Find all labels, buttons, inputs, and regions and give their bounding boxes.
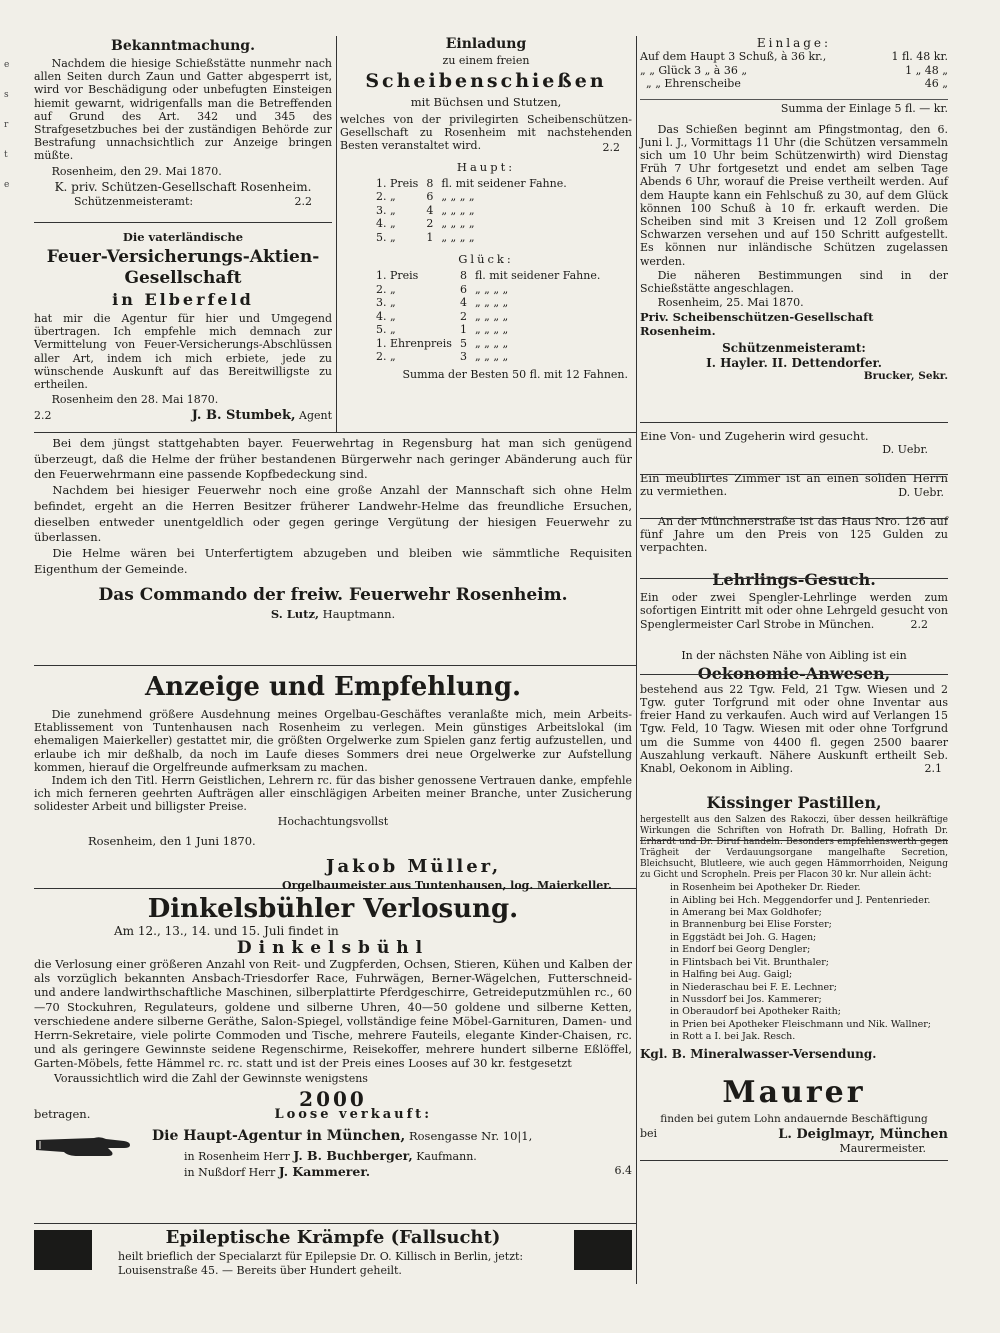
feuer-title-2: Gesellschaft — [124, 268, 242, 288]
section-rule — [34, 1223, 636, 1224]
dinkels-loose: Loose verkauft: — [274, 1106, 432, 1122]
feuer-body: hat mir die Agentur für hier und Umgegend übertragen. Ich empfehle mich demnach zur Vermittelung von Feuer-Versicherungs-Abschlüssen aller Art, indem ich mich erbiete, jede zu wünschende Auskunft auf das Bereitwilligste zu ertheilen. — [34, 312, 332, 392]
maurer-body: finden bei gutem Lohn andauernde Beschäftigung — [660, 1112, 928, 1125]
epilepsie-body: heilt brieflich der Specialarzt für Epilepsie Dr. O. Killisch in Berlin, jetzt: Louisenstraße 45. — Bereits über Hundert geheilt. — [118, 1250, 524, 1277]
dinkels-agent2: J. B. Buchberger, — [293, 1147, 413, 1163]
epilepsie-title: Epileptische Krämpfe (Fallsucht) — [165, 1227, 501, 1248]
einladung-line2: zu einem freien — [442, 54, 530, 67]
einlage-society: Priv. Scheibenschützen-Gesellschaft Rosenheim. — [640, 310, 874, 339]
notice-body: Nachdem die hiesige Schießstätte nunmehr nach allen Seiten durch Zaun und Gatter abgesperrt ist, wird vor Beschädigung oder unbefugten Einsteigen hiemit gewarnt, widrigenfalls man die Betreffenden auf Grund des Art. 342 und 345 des Strafgesetzbuches bei der zuständigen Behörde zur Bestrafung unnachsichtlich zur Anzeige bringen müßte. — [34, 57, 332, 163]
table-row: 2. „ 6 „ „ „ „ — [376, 282, 509, 296]
classifieds-column — [640, 430, 948, 1155]
list-item: in Oberaudorf bei Apotheker Raith; — [670, 1006, 841, 1018]
ornament-block-left — [34, 1230, 92, 1270]
anzeige-body1: Die zunehmend größere Ausdehnung meines Orgelbau-Geschäftes veranlaßte mich, mein Arbeits-Etablissement von Tuntenhausen nach Rosenheim zu verlegen. Mein günstiges Arbeitslokal (im ehemaligen Maierkeller) gestattet mir, die größten Orgelwerke zum Spielen ganz fertig aufzustellen, und erlaube ich mir deßhalb, da noch im Laufe dieses Sommers drei neue Orgelwerke zur Aufstellung kommen, hierauf die Orgelfreunde aufmerksam zu machen. — [34, 708, 632, 774]
dinkels-body: die Verlosung einer größeren Anzahl von Reit- und Zugpferden, Ochsen, Stieren, Kühen und Kalben der als vorzüglich bekannten Ansbach-Triesdorfer Race, Fuhrwägen, Berner-Wägelchen, Futterschneid- und andere landwirthschaftliche Maschinen, silberplattirte Pferdgeschirre, Getreideputzmühlen rc., 60—70 Stockuhren, Regulateurs, goldene und silberne Uhren, 40—50 goldene und silberne Ketten, verschiedene andere silberne Geräthe, Salon-Spiegel, vollständige feine Möbel-Garnituren, Damen- und Herrn-Sekretaire, viele polirte Commoden und Tische, mehrere Fauteils, elegante Kinder-Chaisen, rc. und als geringere Gewinnste seidene Regenschirme, Reisekoffer, mehrere hundert silberne Eßlöffel, Garten-Möbels, fette Hämmel rc. rc. statt und ist der Preis eines Looses auf 30 kr. festgesetzt — [34, 958, 632, 1071]
maurer-name: L. Deiglmayr, München — [778, 1126, 948, 1142]
dinkels-agent3: J. Kammerer. — [278, 1163, 371, 1179]
table-row: 1. Ehrenpreis 5 „ „ „ „ — [376, 336, 509, 350]
dinkels-code: 6.4 — [614, 1163, 632, 1177]
zimmer-ad: Ein meublirtes Zimmer ist an einen soliden Herrn zu vermiethen. — [640, 471, 948, 499]
margin-glyphs: e s r t e — [4, 60, 10, 190]
einladung-title2: Scheibenschießen — [365, 70, 607, 92]
list-item: in Rosenheim bei Apotheker Dr. Rieder. — [670, 882, 861, 894]
einlage-body2: Die näheren Bestimmungen sind in der Schießstätte angeschlagen. — [640, 268, 948, 295]
list-item: in Rott a I. bei Jak. Resch. — [670, 1031, 796, 1043]
table-row: 3. „ 4 „ „ „ „ — [376, 296, 509, 310]
maurer-role: Maurermeister. — [839, 1141, 926, 1155]
feuer-code: 2.2 — [34, 409, 52, 423]
einladung-ad — [340, 36, 632, 381]
table-row: Auf dem Haupt 3 Schuß, à 36 kr., 1 fl. 48 kr. — [640, 50, 948, 63]
notice-title: Bekanntmachung. — [111, 38, 255, 54]
oekonomie-code: 2.1 — [924, 762, 942, 776]
einlage-body: Das Schießen beginnt am Pfingstmontag, den 6. Juni l. J., Vormittags 11 Uhr (die Schützen versammeln sich um 10 Uhr beim Schützenwirth) wird Dienstag Früh 7 Uhr fortgesetzt und endet am selben Tage Abends 6 Uhr, worauf die Preise vertheilt werden. Auf dem Haupte kann ein Fehlschuß zu 30, auf dem Glück können 100 Schuß à 10 fr. erkauft werden. Die Scheiben sind mit 3 Kreisen und 12 Zoll großem Schwarzen versehen und auf 150 Schritt aufgestellt. Es können nur inländische Schützen zugelassen werden. — [640, 122, 948, 268]
feuer-role: Agent — [299, 409, 332, 423]
anzeige-date: Rosenheim, den 1 Juni 1870. — [88, 833, 256, 848]
list-item: in Brannenburg bei Elise Forster; — [670, 919, 832, 931]
list-item: in Endorf bei Georg Dengler; — [670, 944, 811, 956]
section-rule — [34, 432, 636, 433]
table-row: „ „ Ehrenscheibe 46 „ — [646, 77, 948, 90]
helme-sign: Das Commando der freiw. Feuerwehr Rosenheim. — [98, 585, 568, 606]
kissinger-body: hergestellt aus den Salzen des Rakoczi, über dessen heilkräftige Wirkungen die Schriften von Hofrath Dr. Balling, Hofrath Dr. Erhardt und Dr. Diruf handeln. Besonders empfehlenswerth gegen Trägheit der Verdauungsorgane mangelhafte Secretion, Bleichsucht, Blutleere, wie auch gegen Hämmorrhoiden, Neigung zu Gicht und Scropheln. Preis per Flacon 30 kr. Nur allein ächt: — [640, 815, 948, 881]
helme-p3: Die Helme wären bei Unterfertigtem abzugeben und bleiben wie sämmtliche Requisiten Eigenthum der Gemeinde. — [34, 545, 632, 576]
table-row: 5. „ 1 „ „ „ „ — [376, 323, 509, 337]
table-row: 1. Preis 8 fl. mit seidener Fahne. — [376, 176, 567, 190]
einlage-secretary: Brucker, Sekr. — [863, 370, 948, 383]
pointing-hand-icon — [34, 1130, 134, 1160]
dinkels-title: Dinkelsbühler Verlosung. — [147, 894, 519, 924]
kissinger-sign: Kgl. B. Mineralwasser-Versendung. — [640, 1046, 877, 1061]
zimmer-ref: D. Uebr. — [898, 485, 944, 499]
dinkels-agent-addr: Rosengasse Nr. 10|1, — [408, 1128, 533, 1143]
anzeige-title: Anzeige und Empfehlung. — [144, 672, 522, 702]
von-ad: Eine Von- und Zugeherin wird gesucht. — [640, 429, 869, 443]
dinkels-line1: Am 12., 13., 14. und 15. Juli findet in — [114, 924, 339, 938]
table-row: 5. „ 1 „ „ „ „ — [376, 230, 475, 244]
dinkels-betragen: betragen. — [34, 1106, 91, 1121]
lehrling-body: Ein oder zwei Spengler-Lehrlinge werden zum sofortigen Eintritt mit oder ohne Lehrgeld gesucht von Spenglermeister Carl Strobe in München. — [640, 591, 948, 631]
haus-ad: An der Münchnerstraße ist das Haus Nro. 126 auf fünf Jahre um den Preis von 125 Gulden zu verpachten. — [640, 514, 948, 555]
lehrling-code: 2.2 — [910, 617, 928, 631]
kissinger-dealer-list — [670, 882, 948, 1043]
list-item: in Halfing bei Aug. Gaigl; — [670, 969, 793, 981]
helme-p2: Nachdem bei hiesiger Feuerwehr noch eine große Anzahl der Mannschaft sich ohne Helm befindet, ergeht an die Herren Besitzer früherer Landwehr-Helme das freundliche Ersuchen, dieselben entweder unentgeldlich oder gegen geringe Vergütung der hiesigen Feuerwehr zu überlassen. — [34, 483, 632, 545]
dinkels-agent: Die Haupt-Agentur in München, — [152, 1127, 406, 1144]
table-row: 2. „ 3 „ „ „ „ — [376, 350, 509, 364]
anzeige-signer-role: Orgelbaumeister aus Tuntenhausen, log. Maierkeller. — [282, 878, 612, 892]
einlage-title: Einlage: — [756, 36, 832, 50]
einladung-summe: Summa der Besten 50 fl. mit 12 Fahnen. — [402, 367, 628, 381]
helme-p1: Bei dem jüngst stattgehabten bayer. Feuerwehrtag in Regensburg hat man sich genügend überzeugt, daß die Helme der früher bestandenen Bürgerwehr nach geringer Abänderung auch für den Feuerwehrmann eine passende Kopfbedeckung sind. — [34, 436, 632, 482]
feuer-title-1: Feuer-Versicherungs-Aktien- — [46, 247, 320, 267]
notice-date: Rosenheim, den 29. Mai 1870. — [51, 164, 222, 178]
list-item: in Amerang bei Max Goldhofer; — [670, 907, 822, 919]
dinkels-agent3-pre: in Nußdorf Herr — [184, 1165, 276, 1179]
section-rule — [34, 222, 332, 223]
section-rule — [34, 665, 636, 666]
column-rule — [636, 36, 637, 1284]
einlage-summa: Summa der Einlage 5 fl. — kr. — [640, 99, 948, 115]
dinkels-agent2-pre: in Rosenheim Herr — [184, 1149, 290, 1163]
feuer-title-3: in Elberfeld — [112, 290, 254, 309]
anzeige-body2: Indem ich den Titl. Herrn Geistlichen, Lehrern rc. für das bisher genossene Vertrauen danke, empfehle ich mich ferneren geehrten Aufträgen aller einschlägigen Arbeiten meiner Branche, unter Zusicherung solidester Arbeit und billigster Preise. — [34, 774, 632, 814]
einlage-notice — [640, 36, 948, 382]
einladung-line3: mit Büchsen und Stutzen, — [410, 95, 562, 109]
table-row: 4. „ 2 „ „ „ „ — [376, 217, 475, 231]
list-item: in Niederaschau bei F. E. Lechner; — [670, 981, 837, 993]
feuer-signer: J. B. Stumbek, — [191, 408, 296, 424]
dinkels-line2: Voraussichtlich wird die Zahl der Gewinnste wenigstens — [54, 1071, 368, 1085]
notice-code: 2.2 — [294, 194, 312, 208]
notice-society: K. priv. Schützen-Gesellschaft Rosenheim. — [54, 179, 312, 194]
glueck-title: Glück: — [458, 252, 514, 267]
kissinger-title: Kissinger Pastillen, — [706, 793, 882, 813]
table-row: 1. Preis 8 fl. mit seidener Fahne. — [376, 269, 601, 283]
list-item: in Eggstädt bei Joh. G. Hagen; — [670, 931, 817, 943]
list-item: in Prien bei Apotheker Fleischmann und Nik. Wallner; — [670, 1018, 932, 1030]
ornament-block-right — [574, 1230, 632, 1270]
haupt-title: Haupt: — [456, 159, 516, 174]
einladung-title: Einladung — [445, 36, 527, 52]
helme-sign2-role: Hauptmann. — [322, 607, 396, 622]
helme-notice — [34, 436, 632, 621]
maurer-title: Maurer — [722, 1074, 866, 1110]
feuer-date: Rosenheim den 28. Mai 1870. — [51, 393, 219, 407]
notice-office: Schützenmeisteramt: — [74, 194, 194, 208]
oekonomie-title: Oekonomie-Anwesen, — [697, 663, 891, 683]
helme-sign2: S. Lutz, — [270, 607, 320, 622]
list-item: in Aibling bei Hch. Meggendorfer und J. Pentenrieder. — [670, 894, 931, 906]
list-item: in Flintsbach bei Vit. Brunthaler; — [670, 956, 829, 968]
anzeige-closing: Hochachtungsvollst — [277, 814, 389, 828]
einlage-office: Schützenmeisteramt: — [722, 341, 866, 356]
orgelbau-ad — [34, 670, 632, 892]
dinkels-city: Dinkelsbühl — [236, 938, 430, 958]
feuer-pre: Die vaterländische — [122, 230, 244, 244]
dinkels-number: 2000 — [299, 1086, 367, 1111]
anzeige-signer: Jakob Müller, — [326, 855, 502, 877]
table-row: 2. „ 6 „ „ „ „ — [376, 190, 475, 204]
table-row: 4. „ 2 „ „ „ „ — [376, 309, 509, 323]
haupt-prize-table — [372, 177, 571, 245]
einlage-date: Rosenheim, 25. Mai 1870. — [657, 296, 804, 310]
oekonomie-pre: In der nächsten Nähe von Aibling ist ein — [681, 648, 907, 662]
column-rule — [336, 36, 337, 432]
lehrling-title: Lehrlings-Gesuch. — [712, 570, 876, 590]
bekanntmachung-notice — [34, 38, 332, 208]
dinkelsbuehl-lottery-ad — [34, 892, 632, 1188]
von-ref: D. Uebr. — [882, 443, 928, 457]
table-row: „ „ Glück 3 „ à 36 „ 1 „ 48 „ — [640, 63, 948, 77]
table-row: 3. „ 4 „ „ „ „ — [376, 203, 475, 217]
dinkels-agent2-role: Kaufmann. — [416, 1149, 477, 1163]
einlage-names: I. Hayler. II. Dettendorfer. — [706, 356, 882, 371]
section-rule — [640, 422, 948, 423]
oekonomie-body: bestehend aus 22 Tgw. Feld, 21 Tgw. Wiesen und 2 Tgw. guter Torfgrund mit oder ohne Inventar aus freier Hand zu verkaufen. Auch wird auf Verlangen 15 Tgw. Feld, 10 Tagw. Wiesen mit oder ohne Torfgrund um die Summe von 4400 fl. gegen 2500 baarer Auszahlung verkauft. Nähere Auskunft ertheilt Seb. Knabl, Oekonom in Aibling. — [640, 682, 948, 776]
einladung-code: 2.2 — [602, 140, 620, 154]
feuer-versicherung-ad — [34, 230, 332, 423]
maurer-bei: bei — [640, 1126, 658, 1140]
list-item: in Nussdorf bei Jos. Kammerer; — [670, 993, 822, 1005]
einladung-body: welches von der privilegirten Scheibenschützen-Gesellschaft zu Rosenheim mit nachstehenden Besten veranstaltet wird. — [340, 113, 632, 153]
glueck-prize-table — [372, 269, 604, 364]
